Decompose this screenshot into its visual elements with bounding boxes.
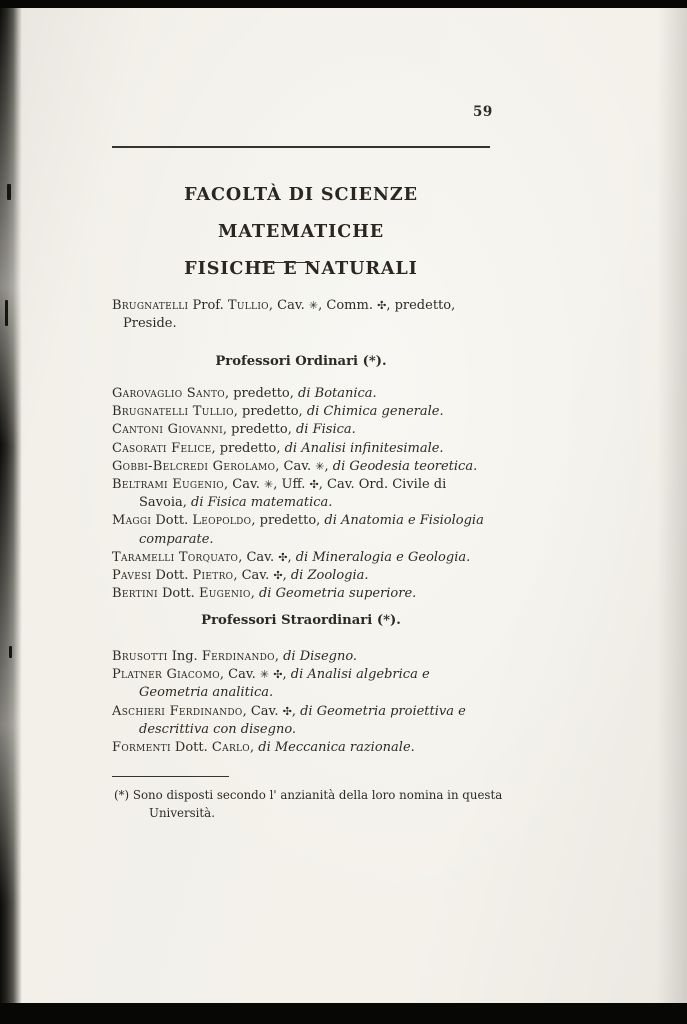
preside-entry	[112, 297, 503, 333]
subject-text: di Fisica.	[295, 422, 356, 438]
entry-text: , Cav.	[224, 477, 265, 493]
footnote-text: Sono disposti secondo l' anzianità della loro nomina in questa Università.	[132, 788, 503, 820]
cavaliere-star-icon: ✳	[264, 478, 274, 492]
person-name: Maggi	[112, 513, 152, 529]
scan-edge-right-shadow	[657, 8, 687, 1003]
person-name: Casorati Felice	[112, 440, 212, 456]
book-binding-edge	[0, 8, 22, 1003]
cavaliere-cross-icon: ✣	[273, 569, 283, 583]
entry-text: , predetto,	[233, 404, 307, 420]
entry-text: , Uff.	[273, 477, 310, 493]
subject-text: di Geometria proiettiva e descrittiva con disegno.	[139, 703, 466, 737]
entry-text: ,	[274, 649, 284, 664]
faculty-entry	[112, 421, 493, 439]
subject-text: di Fisica matematica.	[191, 495, 333, 511]
faculty-entry	[112, 440, 493, 458]
cavaliere-star-icon: ✳	[259, 668, 270, 682]
entry-text: ,	[249, 740, 259, 756]
entry-text: , Cav.	[275, 458, 316, 474]
person-name: Leopoldo	[192, 513, 252, 529]
faculty-entry	[112, 403, 493, 421]
entry-text: ,	[250, 586, 259, 602]
scan-speck	[9, 646, 12, 658]
person-name: Cantoni Giovanni	[112, 422, 223, 438]
entry-text: Dott.	[151, 513, 193, 529]
faculty-entry	[112, 703, 493, 739]
person-name: Brugnatelli	[112, 298, 189, 313]
title-line-1: FACOLTÀ DI SCIENZE MATEMATICHE	[184, 184, 418, 242]
faculty-entry	[112, 648, 493, 666]
faculty-entry	[112, 512, 493, 548]
faculty-entry	[112, 567, 493, 585]
entry-text: ,	[282, 568, 291, 584]
page-title	[112, 176, 490, 287]
entry-text: , predetto,	[224, 386, 299, 401]
person-name: Pavesi	[112, 568, 152, 584]
person-name: Beltrami Eugenio	[112, 477, 224, 493]
person-name: Platner Giacomo	[112, 667, 220, 683]
faculty-entry	[112, 476, 493, 512]
faculty-entry	[112, 385, 493, 403]
entry-text: , predetto, Preside.	[123, 298, 456, 331]
commendatore-cross-icon: ✣	[377, 299, 387, 312]
cavaliere-cross-icon: ✣	[278, 550, 288, 564]
entry-text: , predetto,	[251, 513, 325, 529]
entry-text: ,	[287, 549, 296, 565]
page-number: 59	[473, 104, 493, 120]
section-heading-straordinari: Professori Straordinari (*).	[201, 613, 401, 628]
subject-text: di Zoologia.	[290, 568, 369, 584]
entry-text: Dott.	[170, 740, 212, 756]
person-name: Gobbi-Belcredi Gerolamo	[112, 458, 276, 474]
entry-text: , Cav.	[268, 298, 309, 313]
scan-speck	[7, 184, 11, 200]
scan-edge-bottom	[0, 1003, 687, 1024]
scan-speck	[5, 300, 8, 326]
subject-text: di Geodesia teoretica.	[332, 458, 478, 474]
entry-text: Dott.	[157, 586, 199, 602]
header-rule	[112, 146, 490, 148]
subject-text: di Disegno.	[283, 649, 358, 664]
title-line-2: FISICHE E NATURALI	[184, 258, 418, 279]
entry-text: , Cav.	[238, 549, 279, 565]
footnote-rule	[112, 776, 229, 777]
ufficiale-cross-icon: ✣	[309, 478, 319, 492]
cavaliere-star-icon: ✳	[315, 459, 325, 473]
person-name: Carlo	[211, 740, 250, 756]
person-name: Brugnatelli Tullio	[112, 404, 234, 420]
subject-text: di Mineralogia e Geologia.	[295, 549, 471, 565]
subject-text: di Meccanica razionale.	[258, 740, 415, 756]
subject-text: di Chimica generale.	[306, 404, 444, 420]
entry-text: ,	[291, 703, 301, 719]
scan-edge-top	[0, 0, 687, 8]
person-name: Ferdinando	[201, 649, 275, 664]
entry-text: Prof.	[188, 298, 228, 313]
entries-straordinari	[112, 648, 493, 757]
person-name: Aschieri Ferdinando	[112, 703, 243, 719]
person-name: Pietro	[192, 568, 234, 584]
entries-ordinari	[112, 385, 493, 603]
person-name: Bertini	[112, 586, 158, 602]
faculty-entry	[112, 585, 493, 603]
footnote	[114, 787, 527, 822]
entry-text: Dott.	[151, 568, 193, 584]
cavaliere-cross-icon: ✣	[282, 704, 292, 718]
title-divider	[256, 262, 313, 263]
subject-text: di Anatomia e Fisiologia comparate.	[139, 513, 484, 547]
entry-text: Ing.	[167, 649, 202, 664]
subject-text: di Analisi algebrica e Geometria analitica.	[139, 667, 430, 701]
entry-text: ,	[324, 458, 333, 474]
cavaliere-cross-icon: ✣	[273, 668, 283, 682]
entry-text: ,	[282, 667, 291, 683]
subject-text: di Geometria superiore.	[258, 586, 417, 602]
faculty-entry	[112, 666, 493, 702]
cavaliere-star-icon: ✳	[308, 299, 319, 312]
entry-text: , Cav.	[242, 703, 283, 719]
faculty-entry	[112, 458, 493, 476]
entry-text: , Cav.	[219, 667, 260, 683]
person-name: Brusotti	[112, 649, 168, 664]
entry-text: , Cav. Ord. Civile di Savoia,	[139, 477, 447, 511]
entry-text: , predetto,	[211, 440, 285, 456]
entry-text: , Cav.	[233, 568, 274, 584]
faculty-entry	[112, 549, 493, 567]
subject-text: di Botanica.	[298, 386, 377, 401]
person-name: Garovaglio Santo	[112, 386, 225, 401]
person-name: Formenti	[112, 740, 171, 756]
person-name: Tullio	[227, 298, 269, 313]
section-heading-ordinari: Professori Ordinari (*).	[215, 354, 387, 369]
entry-text: , predetto,	[222, 422, 296, 438]
person-name: Eugenio	[198, 586, 251, 602]
footnote-marker: (*)	[114, 788, 130, 802]
subject-text: di Analisi infinitesimale.	[284, 440, 444, 456]
person-name: Taramelli Torquato	[112, 549, 239, 565]
entry-text: , Comm.	[318, 298, 378, 313]
faculty-entry	[112, 739, 493, 757]
